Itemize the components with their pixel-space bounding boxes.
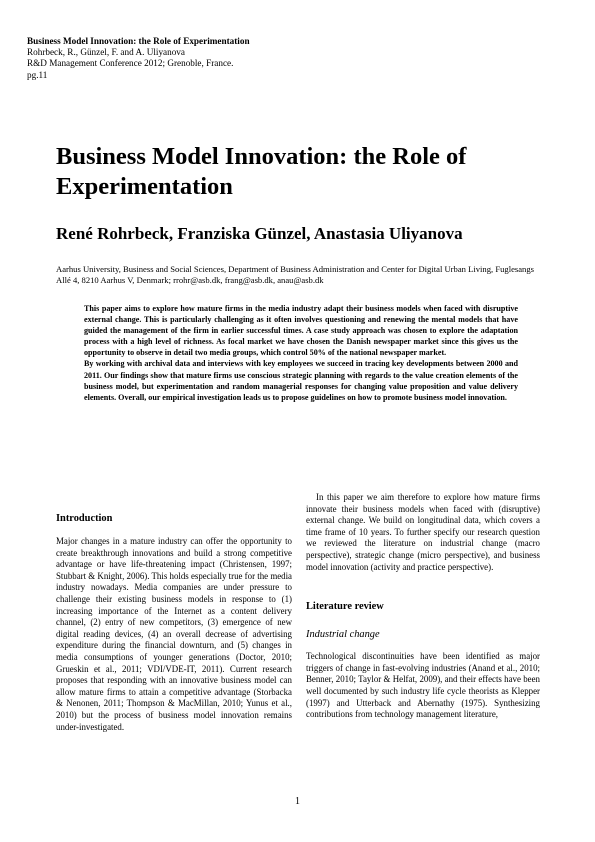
industrial-change-heading: Industrial change [306, 629, 380, 641]
running-head-page-ref: pg.11 [27, 69, 48, 80]
running-head-title: Business Model Innovation: the Role of Experimentation [27, 36, 250, 46]
author-list: René Rohrbeck, Franziska Günzel, Anastasia Uliyanova [56, 224, 463, 243]
right-column [306, 492, 540, 721]
affiliation: Aarhus University, Business and Social Sciences, Department of Business Administration and Center for Digital Urban Living, Fuglesangs Allé 4, 8210 Aarhus V, Denmark; rrohr@asb.dk, frang@asb.dk, anau@asb.dk [56, 264, 534, 286]
abstract-paragraph-1: This paper aims to explore how mature firms in the media industry adapt their business models when faced with disruptive external change. This is particularly challenging as it often involves questioning and renewing the mental models that have guided the management of the firm in earlier successful times. A case study approach was chosen to explore the adaptation process with a high level of richness. As focal market we have chosen the Danish newspaper market since this gives us the opportunity to observe in detail two media groups, which control 50% of the national newspaper market. [84, 304, 518, 358]
abstract-paragraph-2: By working with archival data and interviews with key employees we succeed in tracing key developments between 2000 and 2011. Our findings show that mature firms use conscious strategic planning with regards to the value creation elements of the business model, but experimentation and random managerial responses for changing value proposition and value delivery elements. Overall, our empirical investigation leads us to propose guidelines on how to promote business model innovation. [84, 359, 518, 402]
paper-title: Business Model Innovation: the Role of Experimentation [56, 143, 467, 200]
page-number: 1 [295, 796, 300, 807]
abstract [84, 303, 518, 403]
introduction-heading: Introduction [56, 513, 113, 524]
running-head [27, 36, 327, 81]
running-head-authors: Rohrbeck, R., Günzel, F. and A. Uliyanova [27, 47, 185, 58]
left-column [56, 512, 292, 733]
literature-review-heading: Literature review [306, 601, 384, 613]
running-head-conference: R&D Management Conference 2012; Grenoble, France. [27, 58, 234, 69]
industrial-change-paragraph: Technological discontinuities have been identified as major triggers of change in fast-evolving industries (Anand et al., 2010; Benner, 2010; Taylor & Helfat, 2009), and their effects have been well documented by such industry life cycle theorists as Klepper (1997) and Utterback and Abernathy (1975). Synthesizing contributions from technology management literature, [306, 651, 540, 720]
introduction-paragraph: Major changes in a mature industry can offer the opportunity to create breakthrough innovations and build a strong competitive advantage or have life-threatening impact (Christensen, 1997; Stubbart & Knight, 2006). This holds especially true for the media industry nowadays. Media companies are under pressure to challenge their existing business models in response to (1) increasing importance of the Internet as a content delivery channel, (2) entry of new competitors, (3) emergence of new digital reading devices, (4) an overall decrease of advertising expenditure during the financial downturn, and (5) changes in media consumptions of younger generations (Doctor, 2010; Grueskin et al., 2011; VDI/VDE-IT, 2011). Current research proposes that responding with an innovative business model can allow mature firms to attain a competitive advantage (Storbacka & Nenonen, 2011; Thompson & MacMillan, 2010; Yunus et al., 2010) but the process of business model innovation remains under-investigated. [56, 536, 292, 732]
introduction-continued-paragraph: In this paper we aim therefore to explore how mature firms innovate their business models when faced with (disruptive) external change. We build on longitudinal data, which covers a time frame of 10 years. To further specify our research question we reviewed the literature on industrial change (macro perspective), strategic change (micro perspective), and business model innovation (activity and practice perspective). [306, 492, 540, 572]
